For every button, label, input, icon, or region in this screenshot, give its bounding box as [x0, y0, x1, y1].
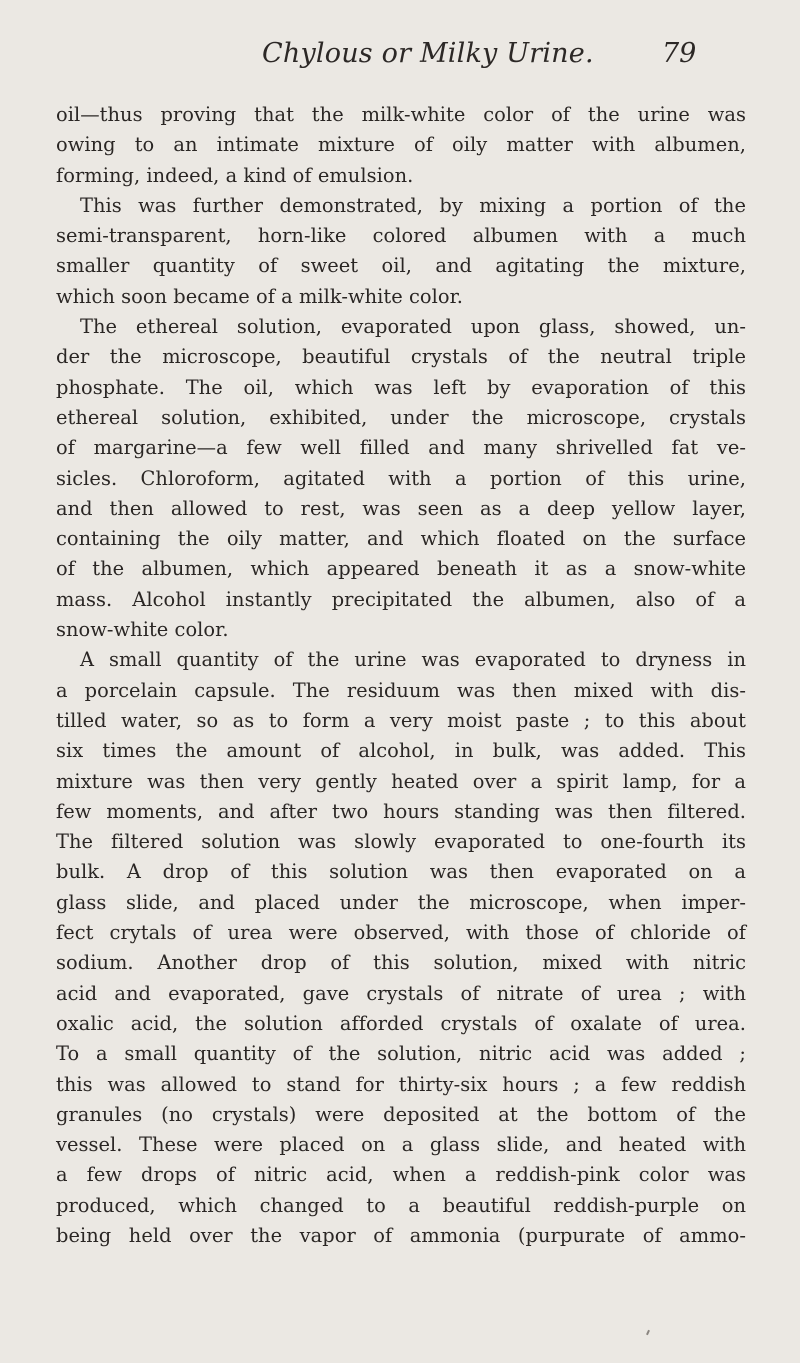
- page-number: 79: [662, 38, 697, 69]
- text-line: The filtered solution was slowly evaporated to one-fourth its: [56, 830, 746, 854]
- text-line: owing to an intimate mixture of oily matter with albumen,: [56, 133, 746, 157]
- text-line: glass slide, and placed under the microscope, when imper-: [56, 890, 746, 914]
- text-line: vessel. These were placed on a glass slide, and heated with: [56, 1133, 746, 1157]
- text-line: six times the amount of alcohol, in bulk, was added. This: [56, 739, 746, 763]
- text-line: produced, which changed to a beautiful reddish-purple on: [56, 1193, 746, 1217]
- text-line: semi-transparent, horn-like colored albumen with a much: [56, 224, 746, 248]
- text-line: oil—thus proving that the milk-white color of the urine was: [56, 103, 746, 126]
- text-line: few moments, and after two hours standing was then filtered.: [56, 799, 746, 823]
- text-line: This was further demonstrated, by mixing a portion of the: [80, 193, 746, 217]
- paper-speck: [646, 1330, 650, 1335]
- text-line: sodium. Another drop of this solution, mixed with nitric: [56, 951, 746, 975]
- text-line: forming, indeed, a kind of emulsion.: [56, 163, 414, 187]
- text-line: bulk. A drop of this solution was then evaporated on a: [56, 860, 746, 884]
- text-line: mass. Alcohol instantly precipitated the albumen, also of a: [56, 587, 746, 611]
- text-line: The ethereal solution, evaporated upon glass, showed, un-: [80, 315, 746, 339]
- text-line: a porcelain capsule. The residuum was then mixed with dis-: [56, 678, 746, 702]
- text-line: this was allowed to stand for thirty-six hours ; a few reddish: [56, 1072, 746, 1096]
- text-line: granules (no crystals) were deposited at the bottom of the: [56, 1102, 746, 1126]
- text-line: snow-white color.: [56, 618, 229, 642]
- text-line: acid and evaporated, gave crystals of nitrate of urea ; with: [56, 981, 746, 1005]
- text-line: a few drops of nitric acid, when a reddish-pink color was: [56, 1163, 746, 1187]
- text-line: of margarine—a few well filled and many shrivelled fat ve-: [56, 436, 746, 460]
- text-line: mixture was then very gently heated over a spirit lamp, for a: [56, 769, 746, 793]
- text-line: phosphate. The oil, which was left by evaporation of this: [56, 375, 746, 399]
- text-line: A small quantity of the urine was evaporated to dryness in: [80, 648, 746, 672]
- text-line: which soon became of a milk-white color.: [56, 284, 464, 308]
- text-line: fect crytals of urea were observed, with those of chloride of: [56, 921, 746, 945]
- text-line: tilled water, so as to form a very moist paste ; to this about: [56, 708, 746, 732]
- text-line: sicles. Chloroform, agitated with a portion of this urine,: [56, 466, 746, 490]
- running-title: Chylous or Milky Urine.: [262, 38, 594, 69]
- body-text: [56, 100, 746, 1251]
- running-head: [0, 38, 800, 78]
- text-line: of the albumen, which appeared beneath it as a snow-white: [56, 557, 746, 581]
- text-line: ethereal solution, exhibited, under the microscope, crystals: [56, 405, 746, 429]
- text-line: containing the oily matter, and which floated on the surface: [56, 527, 746, 551]
- text-line: oxalic acid, the solution afforded crystals of oxalate of urea.: [56, 1011, 746, 1035]
- text-line: and then allowed to rest, was seen as a deep yellow layer,: [56, 496, 746, 520]
- text-line: smaller quantity of sweet oil, and agitating the mixture,: [56, 254, 746, 278]
- text-line: der the microscope, beautiful crystals of the neutral triple: [56, 345, 746, 369]
- text-line: being held over the vapor of ammonia (purpurate of ammo-: [56, 1223, 746, 1247]
- text-line: To a small quantity of the solution, nitric acid was added ;: [56, 1042, 746, 1066]
